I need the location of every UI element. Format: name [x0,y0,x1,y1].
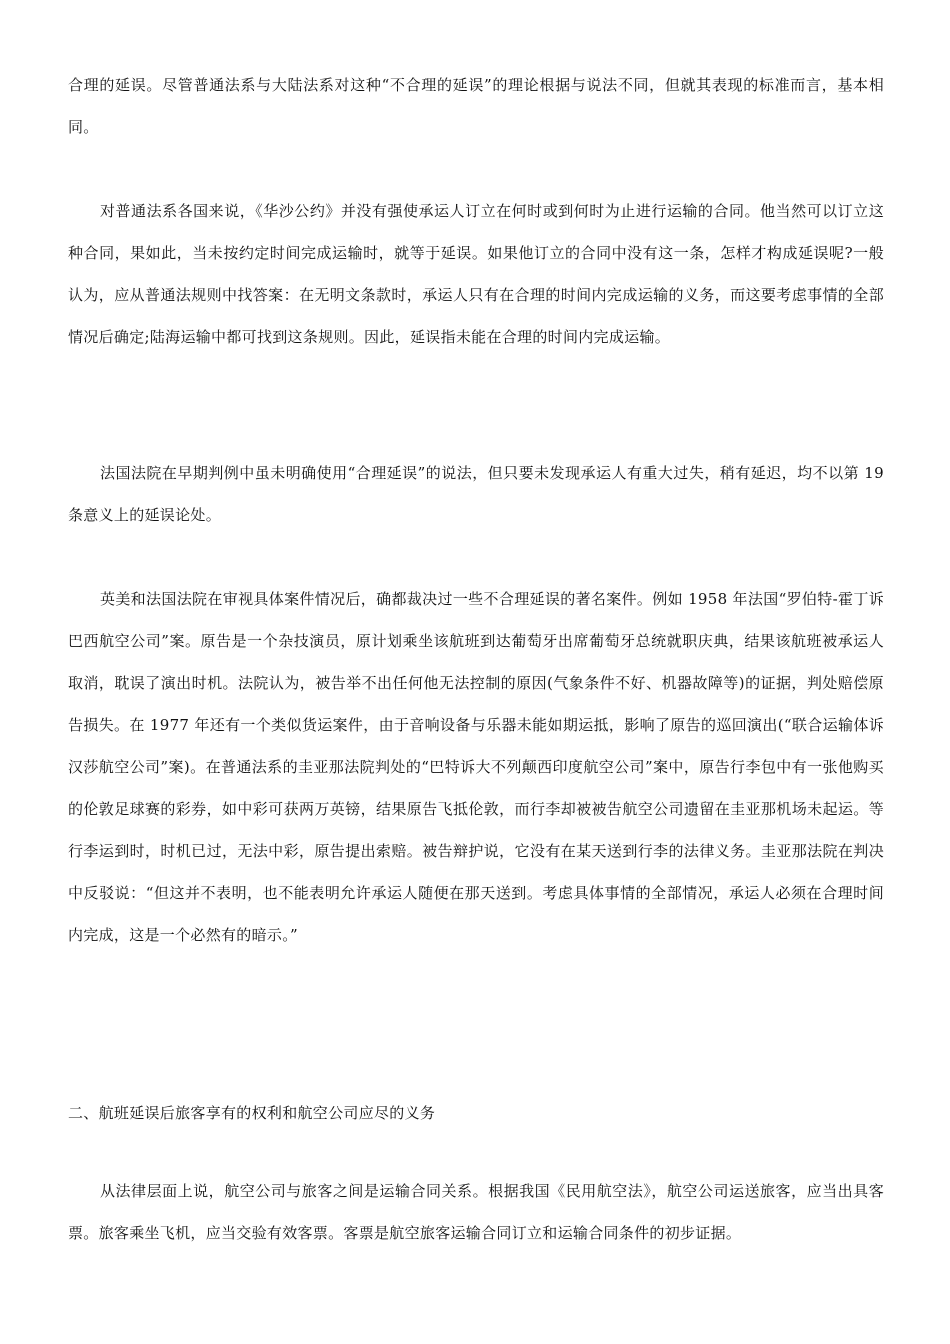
paragraph-text: 英美和法国法院在审视具体案件情况后，确都裁决过一些不合理延误的著名案件。例如 1958 年法国“罗伯特-霍丁诉巴西航空公司”案。原告是一个杂技演员，原计划乘坐该航班到达葡萄牙出席葡萄牙总统就职庆典，结果该航班被承运人取消，耽误了演出时机。法院认为，被告举不出任何他无法控制的原因(气象条件不好、机器故障等)的证据，判处赔偿原告损失。在 1977 年还有一个类似货运案件，由于音响设备与乐器未能如期运抵，影响了原告的巡回演出(“联合运输体诉汉莎航空公司”案)。在普通法系的圭亚那法院判处的“巴特诉大不列颠西印度航空公司”案中，原告行李包中有一张他购买的伦敦足球赛的彩券，如中彩可获两万英镑，结果原告飞抵伦敦，而行李却被被告航空公司遗留在圭亚那机场未起运。等行李运到时，时机已过，无法中彩，原告提出索赔。被告辩护说，它没有在某天送到行李的法律义务。圭亚那法院在判决中反驳说：“但这并不表明，也不能表明允许承运人随便在那天送到。考虑具体事情的全部情况，承运人必须在合理时间内完成，这是一个必然有的暗示。” [68,590,884,944]
heading-text: 二、航班延误后旅客享有的权利和航空公司应尽的义务 [68,1104,436,1122]
paragraph-2 [68,190,884,358]
paragraph-4 [68,578,884,956]
section-heading [68,1092,884,1134]
paragraph-text: 对普通法系各国来说，《华沙公约》并没有强使承运人订立在何时或到何时为止进行运输的合同。他当然可以订立这种合同，果如此，当未按约定时间完成运输时，就等于延误。如果他订立的合同中没有这一条，怎样才构成延误呢?一般认为，应从普通法规则中找答案：在无明文条款时，承运人只有在合理的时间内完成运输的义务，而这要考虑事情的全部情况后确定;陆海运输中都可找到这条规则。因此，延误指未能在合理的时间内完成运输。 [68,202,884,346]
paragraph-5 [68,1170,884,1254]
paragraph-text: 合理的延误。尽管普通法系与大陆法系对这种“不合理的延误”的理论根据与说法不同，但就其表现的标准而言，基本相同。 [68,76,884,136]
paragraph-text: 从法律层面上说，航空公司与旅客之间是运输合同关系。根据我国《民用航空法》，航空公司运送旅客，应当出具客票。旅客乘坐飞机，应当交验有效客票。客票是航空旅客运输合同订立和运输合同条件的初步证据。 [68,1182,884,1242]
paragraph-3 [68,452,884,536]
paragraph-text: 法国法院在早期判例中虽未明确使用“合理延误”的说法，但只要未发现承运人有重大过失，稍有延迟，均不以第 19 条意义上的延误论处。 [68,464,884,524]
paragraph-1 [68,64,884,148]
